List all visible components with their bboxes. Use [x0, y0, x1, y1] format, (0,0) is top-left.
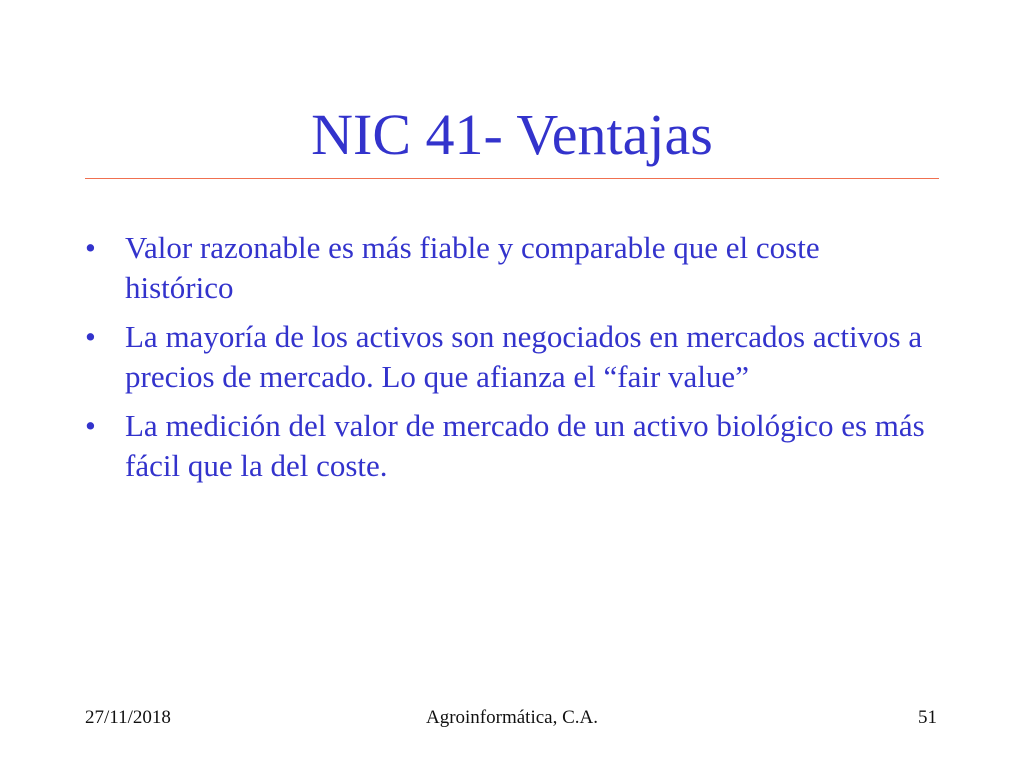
bullet-text: La medición del valor de mercado de un activo biológico es más fácil que la del coste. [125, 408, 925, 483]
footer-date: 27/11/2018 [85, 707, 171, 728]
bullet-item [85, 228, 925, 308]
bullet-list [85, 228, 925, 495]
bullet-icon: • [85, 319, 96, 354]
footer-page-number: 51 [918, 707, 937, 728]
slide-title: NIC 41- Ventajas [311, 102, 713, 167]
bullet-item [85, 406, 925, 486]
bullet-text: Valor razonable es más fiable y comparable que el coste histórico [125, 230, 820, 305]
bullet-text: La mayoría de los activos son negociados en mercados activos a precios de mercado. Lo que afianza el “fair value” [125, 319, 923, 394]
bullet-item [85, 317, 925, 397]
bullet-icon: • [85, 408, 96, 443]
bullet-icon: • [85, 230, 96, 265]
title-divider [85, 178, 939, 179]
footer-company: Agroinformática, C.A. [425, 707, 598, 728]
